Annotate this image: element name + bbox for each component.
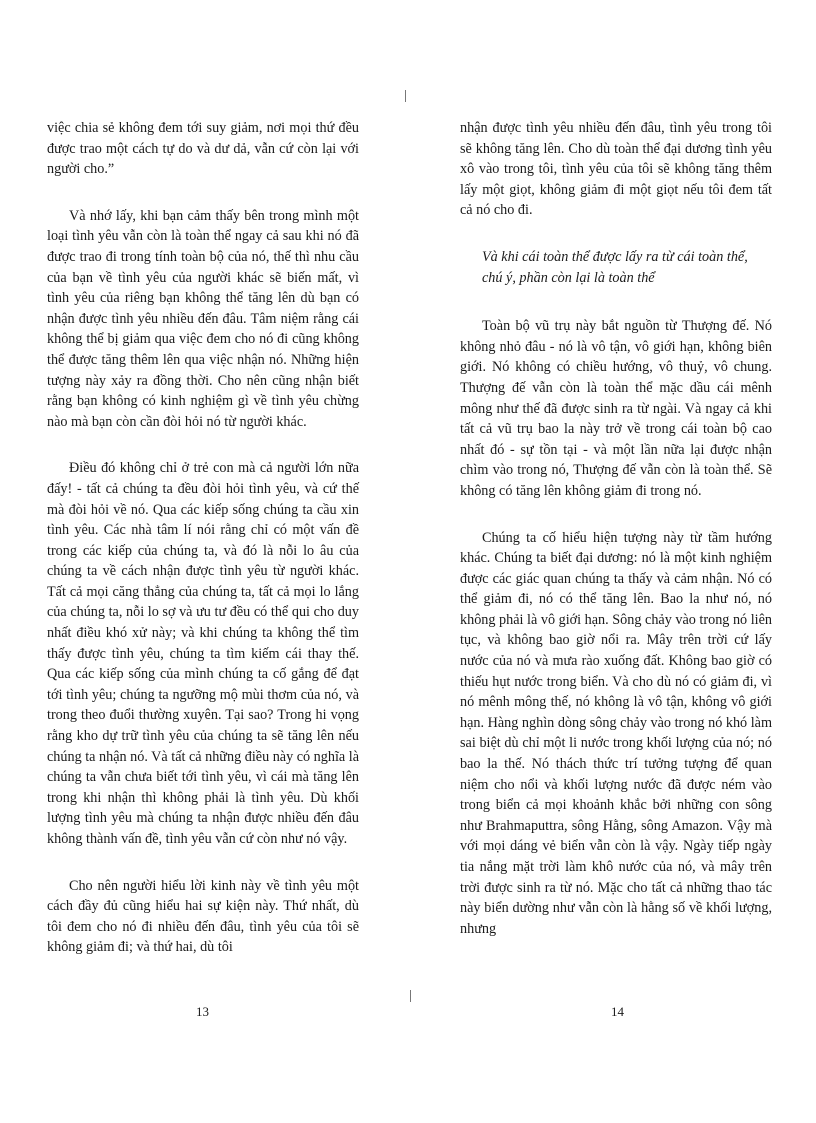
left-paragraph-4: Cho nên người hiểu lời kinh này về tình yêu một cách đầy đủ cũng hiểu hai sự kiện này. Thứ nhất, dù tôi đem cho nó đi nhiều đến đâu, tình yêu của tôi sẽ không giảm đi; và thứ hai, dù tôi [47, 877, 359, 956]
quote-line-1: Và khi cái toàn thể được lấy ra từ cái toàn thể, [482, 248, 748, 265]
gutter-mark-bottom [410, 990, 411, 1002]
right-paragraph-3: Chúng ta cố hiểu hiện tượng này từ tầm hướng khác. Chúng ta biết đại dương: nó là một kinh nghiệm được các giác quan chúng ta thấy và cảm nhận. Nó có thể giảm đi, nó có thể tăng lên. Bao la như nó, nó không phải là vô giới hạn. Sông chảy vào trong nó liên tục, và không bao giờ nổi ra. Mây trên trời cứ lấy nước của nó và mưa rào xuống đất. Không bao giờ có thiếu hụt nước trong biển. Và cho dù nó có giảm đi, vì nó mênh mông thế, nó không là vô tận, không vô giới hạn. Hàng nghìn dòng sông chảy vào trong nó khó làm sai biệt dù chỉ một li nước trong khối lượng của nó; nó bao la thế. Nó thách thức trí tưởng tượng để quan niệm cho nổi và khối lượng nước đã được ném vào trong biển cả mọi khoảnh khắc bởi những con sông như Brahmaputtra, sông Hằng, sông Amazon. Vậy mà với mọi dáng vẻ biển vẫn còn là vậy. Ngày tiếp ngày tia nắng mặt trời làm khô nước của nó, và mây trên trời được sinh ra từ nó. Mặc cho tất cả những thao tác này biển dường như vẫn còn là hằng số về khối lượng, nhưng [460, 529, 772, 937]
left-paragraph-2: Và nhớ lấy, khi bạn cảm thấy bên trong mình một loại tình yêu vẫn còn là toàn thể ngay cả sau khi nó đã được trao đi trong tính toàn bộ của nó, thế thì nhu cầu của bạn về tình yêu của người khác sẽ biến mất, vì tình yêu của riêng bạn không thể tăng lên dù bạn có nhận được tình yêu nhiều đến đâu. Tâm niệm rằng cái không thể bị giảm qua việc đem cho nó đi cũng không thể được tăng thêm lên qua việc nhận nó. Những hiện tượng này xảy ra đồng thời. Cho nên cũng nhận biết rằng bạn không có kinh nghiệm gì về tình yêu chừng nào mà bạn còn cần đòi hỏi nó từ người khác. [47, 207, 359, 430]
left-paragraph-3: Điều đó không chỉ ở trẻ con mà cả người lớn nữa đấy! - tất cả chúng ta đều đòi hỏi tình yêu, và cứ thế mà đòi hỏi về nó. Qua các kiếp sống chúng ta cầu xin tình yêu. Các nhà tâm lí nói rằng chỉ có một vấn đề trong các kiếp của chúng ta, và đó là nỗi lo âu của chúng ta về cách nhận được tình yêu từ người khác. Tất cả mọi căng thẳng của chúng ta, tất cả mọi lo lắng của chúng ta, nỗi lo sợ và ưu tư đều có thể qui cho duy nhất điều khó xử này; và khi chúng ta không thể tìm thấy được tình yêu, chúng ta tìm kiếm cái thay thế. Qua các kiếp sống của mình chúng ta cố gắng để đạt tới tình yêu; chúng ta ngưỡng mộ mùi thơm của nó, và trong theo đuổi thường xuyên. Tại sao? Trong hi vọng rằng kho dự trữ tình yêu của chúng ta sẽ tăng lên nếu chúng ta nhận nó. Và tất cả những điều này có nghĩa là chúng ta vẫn chưa biết tới tình yêu, vì cái mà tăng lên trong khi nhận thì không phải là tình yêu. Dù khối lượng tình yêu mà chúng ta nhận được nhiều đến đâu không thành vấn đề, tình yêu vẫn cứ còn như nó vậy. [47, 460, 359, 847]
left-paragraph-1: việc chia sẻ không đem tới suy giảm, nơi mọi thứ đều được trao một cách tự do và dư dả, vẫn cứ còn lại với người cho.” [47, 120, 359, 178]
page-number-left: 13 [196, 1004, 209, 1019]
left-page [47, 118, 359, 984]
italic-quote [482, 247, 772, 288]
page-number-right: 14 [611, 1004, 624, 1019]
right-paragraph-2: Toàn bộ vũ trụ này bắt nguồn từ Thượng đế. Nó không nhỏ đâu - nó là vô tận, vô giới hạn, không biên giới. Nó không có chiều hướng, vô thuỷ, vô chung. Thượng đế vẫn còn là toàn thể mặc dầu cái mênh mông như thế đã được sinh ra từ ngài. Và ngay cả khi tất cả vũ trụ bao la này trở về trong cái toàn bộ cao nhất đó - sự tồn tại - và một lần nữa lại được nhận chìm vào trong nó, Thượng đế vẫn còn là toàn thể. Sẽ không có tăng lên không giảm đi trong nó. [460, 318, 772, 499]
gutter-mark-top [405, 90, 406, 102]
right-paragraph-1: nhận được tình yêu nhiều đến đâu, tình yêu trong tôi sẽ không tăng lên. Cho dù toàn thể đại dương tình yêu xô vào trong tôi, tình yêu của tôi sẽ không tăng thêm lấy một giọt, không giảm đi một giọt nếu tôi đem tất cả nó cho đi. [460, 120, 772, 219]
quote-line-2: chú ý, phần còn lại là toàn thể [482, 269, 655, 286]
right-page [460, 118, 772, 965]
